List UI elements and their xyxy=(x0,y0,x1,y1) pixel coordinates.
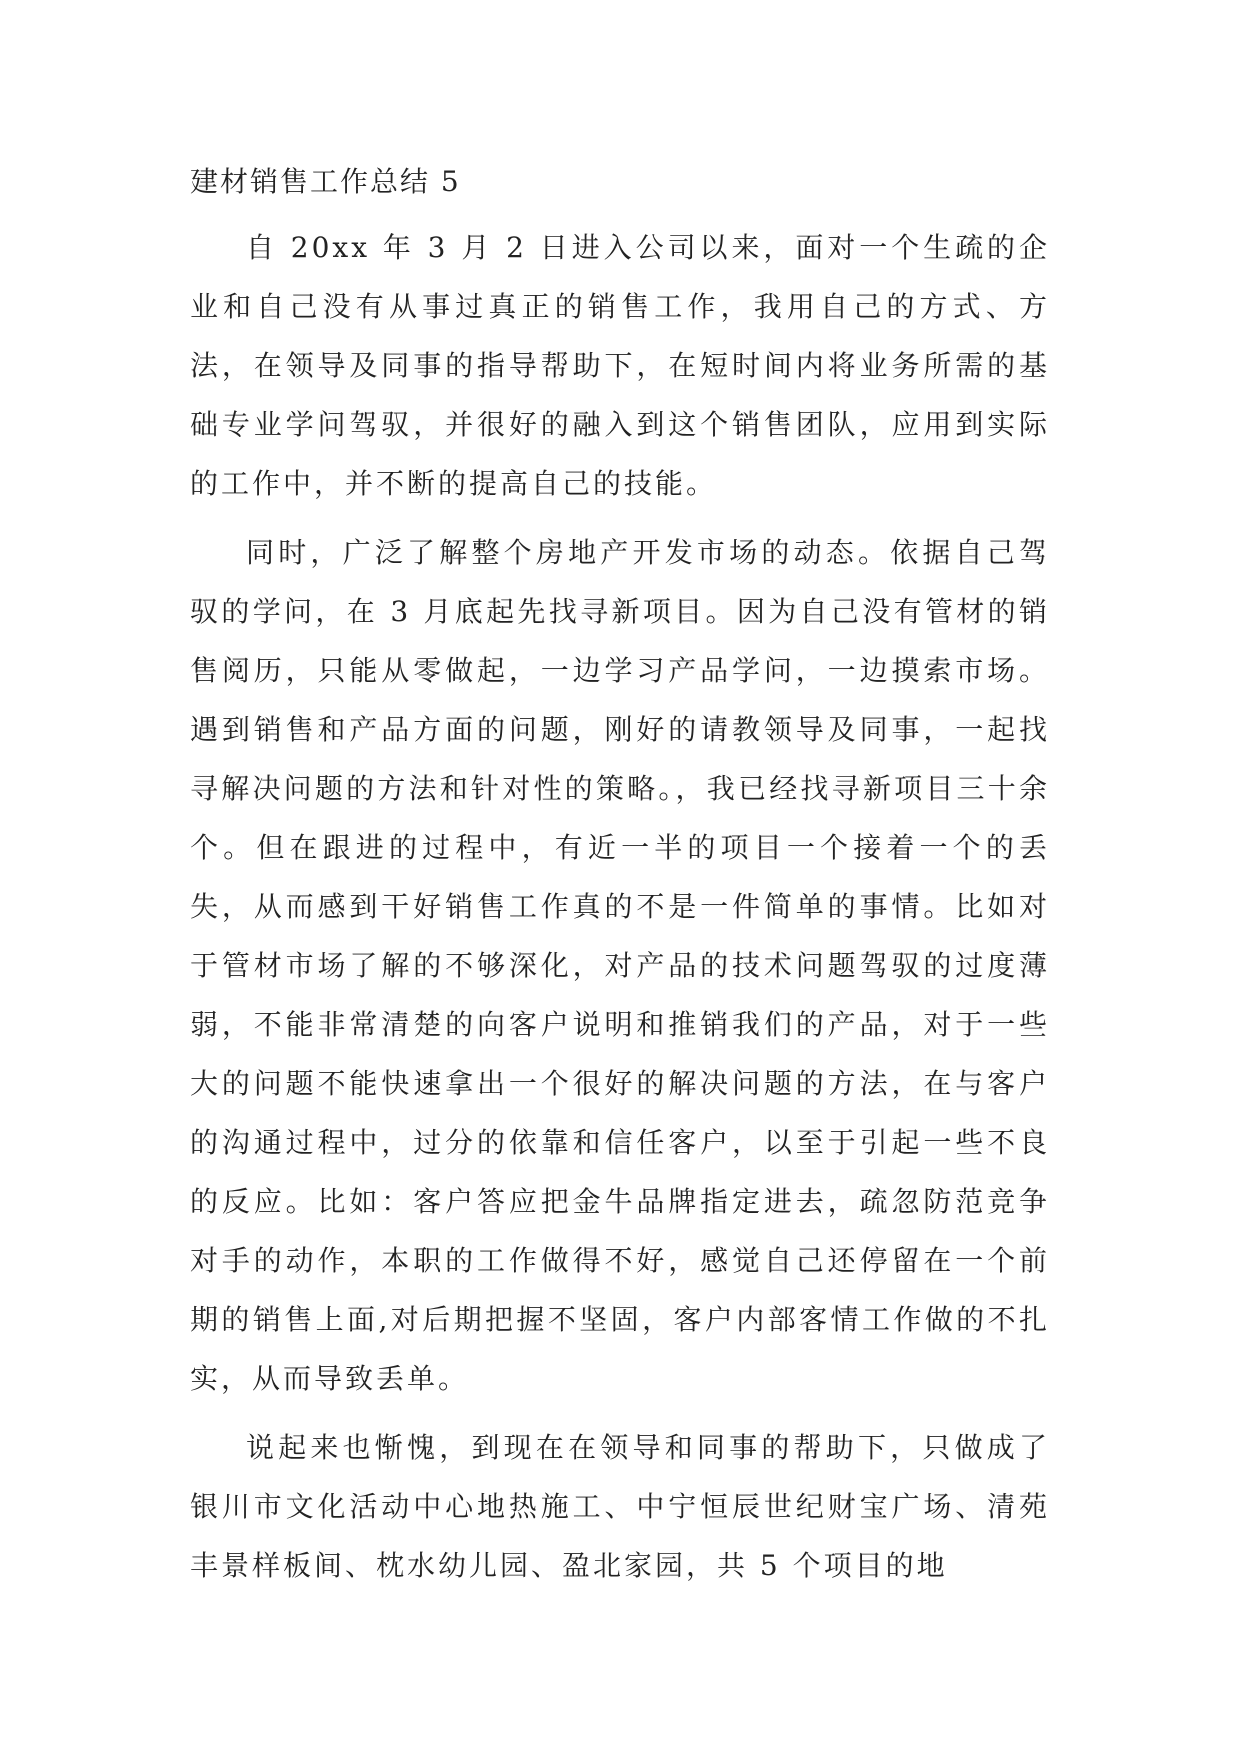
document-body xyxy=(190,160,1050,1605)
document-title: 建材销售工作总结 5 xyxy=(190,165,461,198)
paragraph-1: 自 20xx 年 3 月 2 日进入公司以来，面对一个生疏的企业和自己没有从事过真正的销售工作，我用自己的方式、方法，在领导及同事的指导帮助下，在短时间内将业务所需的基础专业学问驾驭，并很好的融入到这个销售团队，应用到实际的工作中，并不断的提高自己的技能。 xyxy=(190,231,1050,500)
paragraph-2: 同时，广泛了解整个房地产开发市场的动态。依据自己驾驭的学问，在 3 月底起先找寻新项目。因为自己没有管材的销售阅历，只能从零做起，一边学习产品学问，一边摸索市场。遇到销售和产品方面的问题，刚好的请教领导及同事，一起找寻解决问题的方法和针对性的策略。，我已经找寻新项目三十余个。但在跟进的过程中，有近一半的项目一个接着一个的丢失，从而感到干好销售工作真的不是一件简单的事情。比如对于管材市场了解的不够深化，对产品的技术问题驾驭的过度薄弱，不能非常清楚的向客户说明和推销我们的产品，对于一些大的问题不能快速拿出一个很好的解决问题的方法，在与客户的沟通过程中，过分的依靠和信任客户，以至于引起一些不良的反应。比如：客户答应把金牛品牌指定进去，疏忽防范竞争对手的动作，本职的工作做得不好，感觉自己还停留在一个前期的销售上面,对后期把握不坚固，客户内部客情工作做的不扎实，从而导致丢单。 xyxy=(190,536,1050,1395)
paragraph-3: 说起来也惭愧，到现在在领导和同事的帮助下，只做成了银川市文化活动中心地热施工、中宁恒辰世纪财宝广场、清苑丰景样板间、枕水幼儿园、盈北家园，共 5 个项目的地 xyxy=(190,1431,1050,1582)
